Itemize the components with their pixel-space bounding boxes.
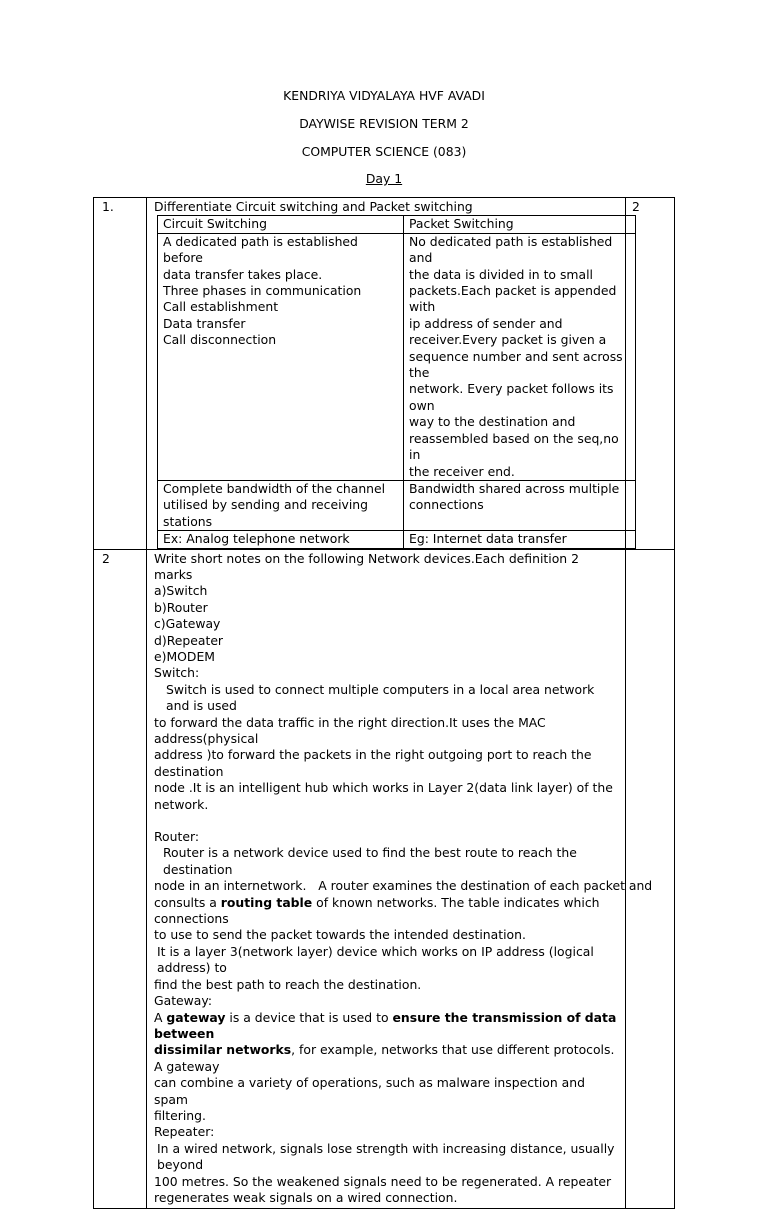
subject-title: COMPUTER SCIENCE (083) bbox=[301, 144, 467, 159]
question-body bbox=[147, 549, 653, 1209]
answer-line bbox=[154, 1010, 619, 1043]
cell-line: data transfer takes place. bbox=[163, 266, 323, 282]
cell-line: receiver.Every packet is given a bbox=[409, 332, 607, 348]
cell-line: the data is divided in to small bbox=[409, 266, 593, 282]
revision-title: DAYWISE REVISION TERM 2 bbox=[299, 116, 469, 131]
day-label: Day 1 bbox=[365, 171, 403, 186]
cell-packet-example: Eg: Internet data transfer bbox=[404, 531, 636, 548]
gateway-emphasis: ensure the transmission of data between bbox=[154, 1009, 617, 1041]
blank-line bbox=[154, 813, 619, 829]
answer-line: to use to send the packet towards the intended destination. bbox=[154, 927, 526, 943]
option-gateway: c)Gateway bbox=[154, 616, 221, 632]
cell-line: connections bbox=[409, 497, 484, 513]
cell-packet-path bbox=[404, 233, 636, 480]
cell-line: way to the destination and bbox=[409, 414, 576, 430]
cell-line: Complete bandwidth of the channel bbox=[163, 480, 386, 496]
comparison-table bbox=[157, 215, 636, 548]
question-text: Write short notes on the following Network devices.Each definition 2 marks bbox=[154, 550, 579, 582]
option-switch: a)Switch bbox=[154, 583, 208, 599]
answer-line: regenerates weak signals on a wired connection. bbox=[154, 1189, 458, 1205]
option-repeater: d)Repeater bbox=[154, 632, 224, 648]
routing-table-term: routing table bbox=[220, 894, 313, 910]
question-number: 2 bbox=[94, 549, 147, 1209]
comparison-header-row bbox=[158, 216, 636, 233]
question-body bbox=[147, 198, 626, 550]
question-row-1 bbox=[94, 198, 675, 550]
option-modem: e)MODEM bbox=[154, 648, 215, 664]
question-number: 1. bbox=[94, 198, 147, 550]
text-run: , for example, networks that use different protocols. A gateway bbox=[154, 1042, 615, 1074]
answer-line: address )to forward the packets in the right outgoing port to reach the destination bbox=[154, 747, 592, 779]
text-run: of known networks. The table indicates which connections bbox=[154, 894, 600, 927]
question-row-2 bbox=[94, 549, 675, 1209]
answer-line: It is a layer 3(network layer) device which works on IP address (logical address) to bbox=[157, 943, 594, 976]
cell-line: the receiver end. bbox=[409, 463, 515, 479]
switch-heading: Switch: bbox=[154, 665, 200, 681]
comparison-row bbox=[158, 480, 636, 530]
repeater-heading: Repeater: bbox=[154, 1124, 215, 1140]
answer-line: node .It is an intelligent hub which works in Layer 2(data link layer) of the network. bbox=[154, 780, 613, 812]
answer-line: node in an internetwork. A router examines the destination of each packet and bbox=[154, 878, 653, 894]
cell-line: Data transfer bbox=[163, 315, 246, 331]
cell-line: Call disconnection bbox=[163, 332, 277, 348]
text-run: A bbox=[154, 1009, 167, 1025]
header-packet-switching: Packet Switching bbox=[404, 216, 636, 233]
cell-line: Three phases in communication bbox=[163, 283, 362, 299]
question-text: Differentiate Circuit switching and Packet switching bbox=[154, 199, 473, 214]
cell-packet-bandwidth bbox=[404, 480, 636, 530]
answer-line bbox=[154, 895, 619, 928]
cell-circuit-example: Ex: Analog telephone network bbox=[158, 531, 404, 548]
header-circuit-switching: Circuit Switching bbox=[158, 216, 404, 233]
comparison-row bbox=[158, 233, 636, 480]
answer-line: can combine a variety of operations, such as malware inspection and spam bbox=[154, 1075, 585, 1107]
school-name: KENDRIYA VIDYALAYA HVF AVADI bbox=[283, 88, 485, 103]
answer-line: find the best path to reach the destination. bbox=[154, 976, 422, 992]
answer-line: Router is a network device used to find the best route to reach the destination bbox=[163, 845, 577, 877]
comparison-row bbox=[158, 531, 636, 548]
cell-line: utilised by sending and receiving bbox=[163, 497, 369, 513]
cell-line: No dedicated path is established and bbox=[409, 233, 613, 266]
cell-line: reassembled based on the seq,no in bbox=[409, 430, 619, 463]
cell-line: stations bbox=[163, 513, 213, 529]
cell-line: sequence number and sent across the bbox=[409, 348, 623, 381]
gateway-term: gateway bbox=[166, 1009, 226, 1025]
answer-line: In a wired network, signals lose strength with increasing distance, usually beyond bbox=[157, 1140, 615, 1173]
cell-circuit-path bbox=[158, 233, 404, 480]
cell-line: ip address of sender and bbox=[409, 315, 563, 331]
question-marks: 2 bbox=[626, 198, 675, 550]
answer-line: filtering. bbox=[154, 1107, 206, 1123]
gateway-emphasis: dissimilar networks bbox=[154, 1042, 292, 1058]
cell-line: Bandwidth shared across multiple bbox=[409, 480, 620, 496]
question-table bbox=[93, 197, 675, 1209]
router-heading: Router: bbox=[154, 829, 200, 845]
cell-line: network. Every packet follows its own bbox=[409, 381, 614, 413]
text-run: is a device that is used to bbox=[225, 1009, 393, 1025]
option-router: b)Router bbox=[154, 599, 208, 615]
cell-line: Call establishment bbox=[163, 299, 279, 315]
cell-circuit-bandwidth bbox=[158, 480, 404, 530]
gateway-heading: Gateway: bbox=[154, 993, 213, 1009]
cell-line: A dedicated path is established before bbox=[163, 233, 358, 266]
answer-line bbox=[154, 1042, 619, 1075]
answer-line: 100 metres. So the weakened signals need to be regenerated. A repeater bbox=[154, 1173, 612, 1189]
answer-line: to forward the data traffic in the right direction.It uses the MAC address(physical bbox=[154, 714, 546, 746]
answer-line: Switch is used to connect multiple computers in a local area network and is used bbox=[166, 681, 595, 714]
cell-line: packets.Each packet is appended with bbox=[409, 283, 617, 315]
text-run: consults a bbox=[154, 894, 221, 910]
